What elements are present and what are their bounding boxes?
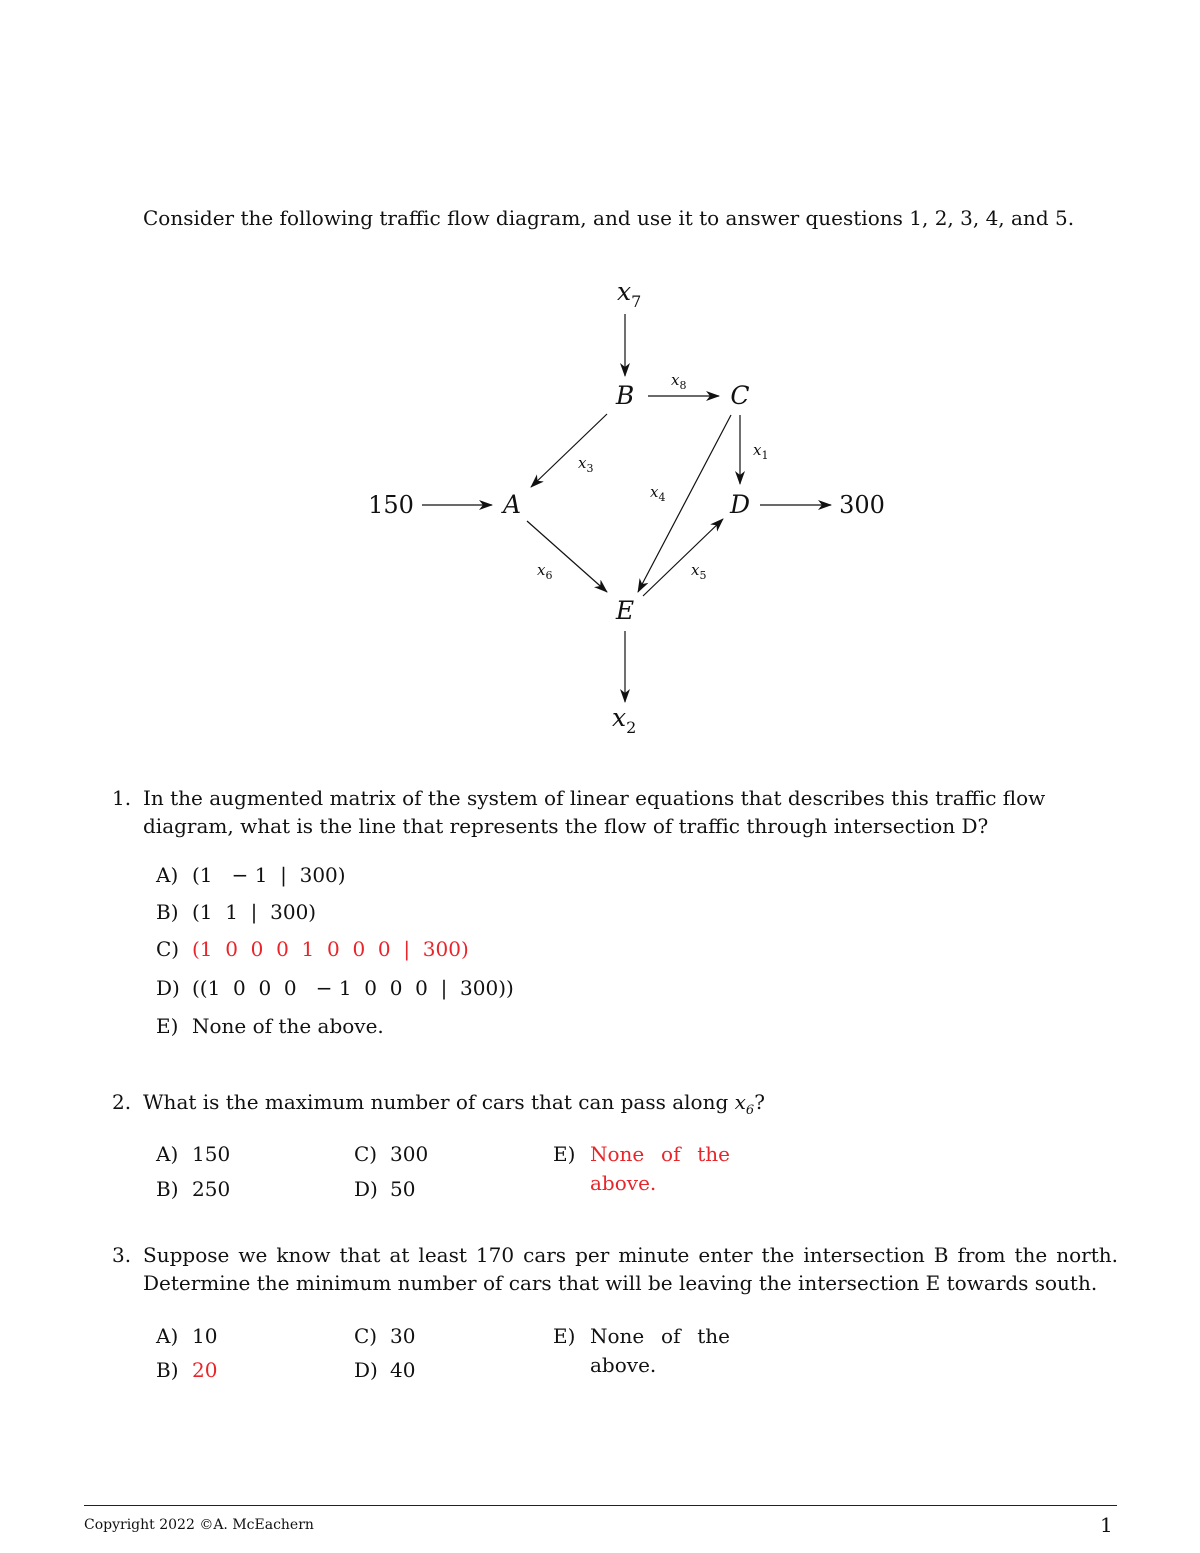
node-E: E — [615, 596, 635, 625]
node-A: A — [502, 490, 522, 519]
footer-divider — [84, 1505, 1117, 1506]
q3-option-a[interactable] — [156, 1322, 217, 1350]
q3-option-b[interactable] — [156, 1356, 217, 1384]
option-text: (1 − 1 | 300) — [192, 863, 346, 887]
option-text: 30 — [390, 1324, 416, 1348]
var-x3: $x_3$ — [578, 454, 594, 475]
option-text: 50 — [390, 1177, 416, 1201]
q1-option-e[interactable] — [156, 1012, 384, 1040]
q2-option-d[interactable] — [354, 1175, 415, 1203]
var-x7: $x_7$ — [617, 277, 642, 311]
edge-B-to-A — [531, 414, 607, 487]
question-text: What is the maximum number of cars that can pass along $x_6$? — [143, 1090, 765, 1118]
var-x5: $x_5$ — [691, 561, 707, 582]
traffic-flow-diagram — [340, 268, 900, 748]
var-x4: $x_4$ — [650, 483, 666, 504]
option-label: C) — [354, 1142, 378, 1166]
q2-option-b[interactable] — [156, 1175, 230, 1203]
option-label: B) — [156, 1177, 179, 1201]
q3-option-d[interactable] — [354, 1356, 415, 1384]
outflow-value: 300 — [839, 491, 885, 519]
question-number: 2. — [112, 1090, 132, 1114]
node-C: C — [730, 381, 750, 410]
option-label: E) — [156, 1014, 179, 1038]
option-text-correct: None of the above. — [590, 1142, 730, 1195]
math-variable: $x_6$ — [734, 1090, 755, 1118]
option-label: C) — [354, 1324, 378, 1348]
option-text-correct: (1 0 0 0 1 0 0 0 | 300) — [192, 937, 469, 961]
q3-option-c[interactable] — [354, 1322, 415, 1350]
option-label: B) — [156, 1358, 179, 1382]
option-text: 10 — [192, 1324, 218, 1348]
var-x8: $x_8$ — [671, 371, 687, 392]
var-x1: $x_1$ — [753, 441, 769, 462]
q1-option-a[interactable] — [156, 861, 346, 889]
inflow-value: 150 — [368, 491, 414, 519]
question-text: Suppose we know that at least 170 cars per minute enter the intersection B from the north. Determine the minimum number of cars that will be leaving the intersection E towards south. — [143, 1243, 1118, 1295]
option-text: 250 — [192, 1177, 231, 1201]
option-label: A) — [156, 1324, 179, 1348]
option-label: C) — [156, 937, 180, 961]
q1-option-b[interactable] — [156, 898, 316, 926]
node-B: B — [615, 381, 635, 410]
question-number: 1. — [112, 786, 132, 810]
footer-copyright: Copyright 2022 ©A. McEachern — [84, 1517, 314, 1533]
option-text: None of the above. — [590, 1324, 730, 1377]
q1-option-c[interactable] — [156, 935, 469, 963]
page-number: 1 — [1100, 1513, 1113, 1537]
option-text: 40 — [390, 1358, 416, 1382]
edge-C-to-E — [638, 415, 731, 592]
option-text-correct: 20 — [192, 1358, 218, 1382]
edge-E-to-D — [643, 519, 723, 596]
option-text: None of the above. — [192, 1014, 384, 1038]
node-D: D — [729, 490, 751, 519]
question-number: 3. — [112, 1243, 132, 1267]
var-x2: $x_2$ — [612, 703, 637, 737]
edge-A-to-E — [527, 521, 607, 592]
option-label: D) — [354, 1358, 378, 1382]
option-label: E) — [553, 1142, 576, 1166]
option-label: A) — [156, 863, 179, 887]
option-label: B) — [156, 900, 179, 924]
q2-option-a[interactable] — [156, 1140, 230, 1168]
q2-option-c[interactable] — [354, 1140, 428, 1168]
var-x6: $x_6$ — [537, 561, 553, 582]
intro-text: Consider the following traffic flow diagram, and use it to answer questions 1, 2, 3, 4, and 5. — [143, 206, 1075, 230]
question-text: In the augmented matrix of the system of linear equations that describes this traffic flow diagram, what is the line that represents the flow of traffic through intersection D? — [143, 786, 1046, 838]
option-text: 150 — [192, 1142, 231, 1166]
option-text: 300 — [390, 1142, 429, 1166]
option-text: (1 1 | 300) — [192, 900, 317, 924]
q1-option-d[interactable] — [156, 974, 514, 1002]
option-text: ((1 0 0 0 − 1 0 0 0 | 300)) — [192, 976, 514, 1000]
option-label: D) — [354, 1177, 378, 1201]
option-label: D) — [156, 976, 180, 1000]
option-label: A) — [156, 1142, 179, 1166]
option-label: E) — [553, 1324, 576, 1348]
